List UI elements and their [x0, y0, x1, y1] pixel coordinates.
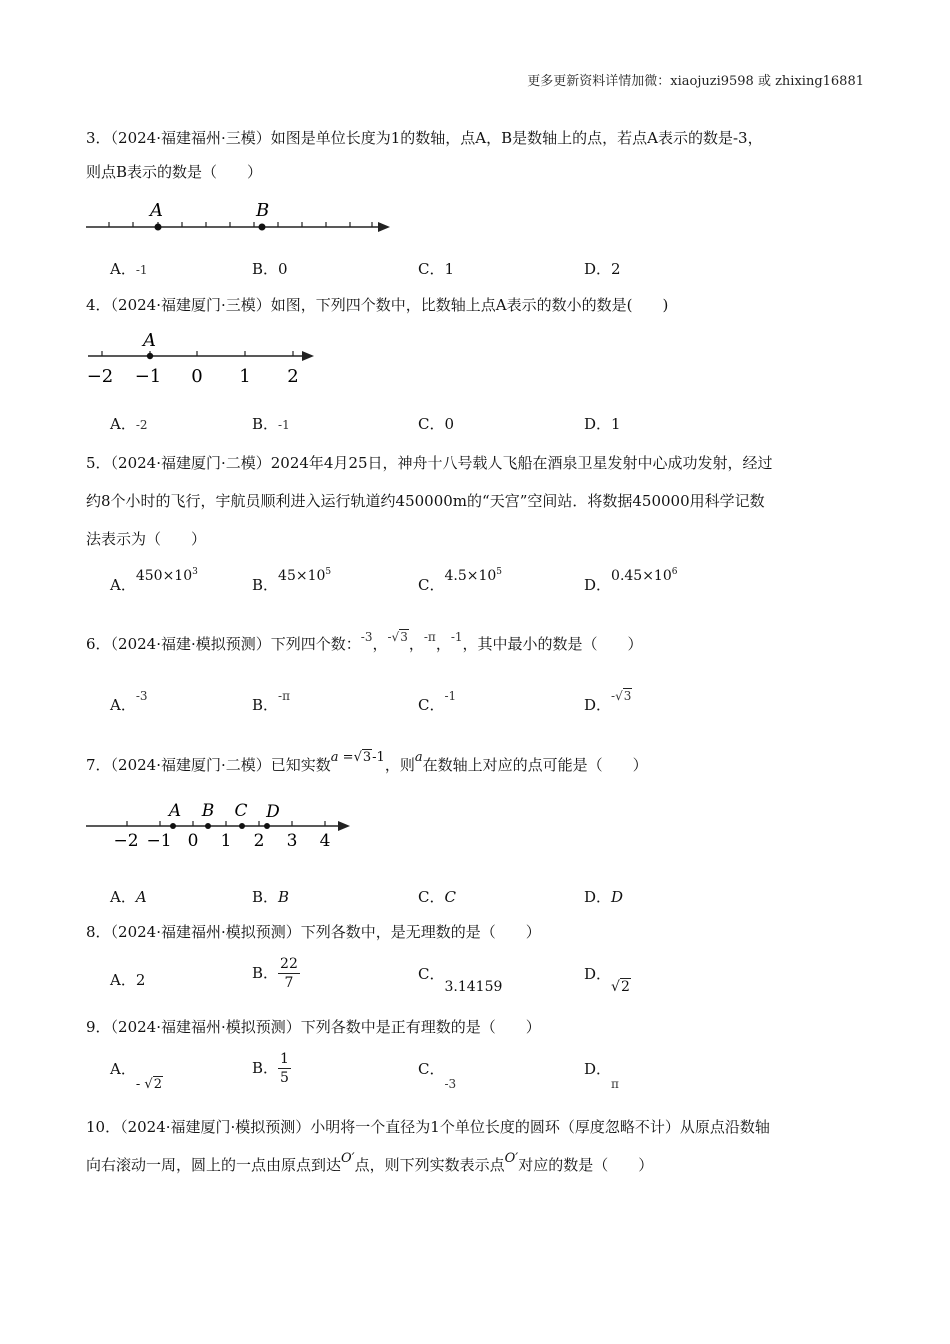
- point-b-dot: [205, 823, 211, 829]
- point-c-label: C: [234, 801, 248, 821]
- option-b[interactable]: B． $\frac{22}{7}$: [252, 956, 298, 991]
- option-d[interactable]: D．$_\pi$: [584, 1060, 619, 1091]
- tick-label: 3: [286, 831, 298, 851]
- option-d[interactable]: D．1: [584, 415, 621, 433]
- option-a[interactable]: A．-2: [110, 415, 148, 433]
- question-10-stem: [86, 1108, 866, 1186]
- option-a[interactable]: A．$450\times 10^3$: [110, 567, 198, 594]
- option-b[interactable]: B．-1: [252, 415, 290, 433]
- point-a-label: A: [150, 200, 163, 221]
- tick-label: −2: [113, 831, 139, 851]
- option-a[interactable]: A．-3: [110, 689, 148, 714]
- question-3-line1: 3．（2024·福建福州·三模）如图是单位长度为1的数轴，点A，B是数轴上的点，若点A表示的数是-3，: [86, 129, 763, 147]
- tick-label: 4: [319, 831, 331, 851]
- fraction: $\frac{1}{5}$: [280, 1051, 289, 1086]
- option-d[interactable]: D．$0.45\times 10^6$: [584, 567, 678, 594]
- question-10-line1: 10．（2024·福建厦门·模拟预测）小明将一个直径为1个单位长度的圆环（厚度忽略不计）从原点沿数轴: [86, 1118, 770, 1136]
- tick-label: 1: [220, 831, 232, 851]
- tick-label: 0: [187, 831, 199, 851]
- question-6-options: [110, 684, 850, 724]
- question-3-number-line: [84, 196, 394, 240]
- question-5-line3: 法表示为（ ）: [86, 530, 207, 548]
- option-b[interactable]: B． $\frac{1}{5}$: [252, 1051, 289, 1086]
- point-a-dot: [155, 224, 162, 231]
- option-d[interactable]: D．-√3: [584, 689, 632, 714]
- tick-label: −2: [86, 366, 114, 387]
- question-4-stem: 4．（2024·福建厦门·三模）如图，下列四个数中，比数轴上点A表示的数小的数是( ): [86, 296, 669, 314]
- question-5-stem: [86, 444, 856, 558]
- question-6-stem: 6．（2024·福建·模拟预测）下列四个数：$^{-3}$，$^{-√3}$，$^{-\pi}$，$^{-1}$，其中最小的数是（ ）: [86, 630, 643, 653]
- tick-label: −1: [134, 366, 162, 387]
- option-b[interactable]: B．B: [252, 888, 290, 906]
- point-a-label: A: [168, 801, 182, 821]
- option-c[interactable]: C．1: [418, 260, 455, 278]
- option-a[interactable]: A．- √2: [110, 1060, 162, 1092]
- question-4-number-line: [86, 328, 318, 390]
- option-c[interactable]: C．3.14159: [418, 965, 503, 995]
- tick-label: −1: [146, 831, 172, 851]
- question-8-stem: 8．（2024·福建福州·模拟预测）下列各数中，是无理数的是（ ）: [86, 923, 541, 941]
- question-7-number-line: [84, 796, 354, 854]
- question-5-line1: 5．（2024·福建厦门·二模）2024年4月25日，神舟十八号载人飞船在酒泉卫星发射中心成功发射，经过: [86, 454, 773, 472]
- option-c[interactable]: C．$4.5\times 10^5$: [418, 567, 503, 594]
- option-b[interactable]: B．-π: [252, 689, 290, 714]
- tick-label: 2: [253, 831, 265, 851]
- option-c[interactable]: C．0: [418, 415, 455, 433]
- option-c[interactable]: C．C: [418, 888, 456, 906]
- option-d[interactable]: D．D: [584, 888, 624, 906]
- point-b-label: B: [201, 801, 215, 821]
- question-9-stem: 9．（2024·福建福州·模拟预测）下列各数中是正有理数的是（ ）: [86, 1018, 541, 1036]
- question-9-options: [110, 1050, 850, 1098]
- tick-label: 1: [239, 366, 251, 387]
- tick-label: 0: [191, 366, 203, 387]
- page-header: 更多更新资料详情加微：xiaojuzi9598 或 zhixing16881: [527, 74, 864, 89]
- point-b-label: B: [256, 200, 270, 221]
- question-5-options: [110, 564, 850, 604]
- question-5-line2: 约8个小时的飞行，宇航员顺利进入运行轨道约450000m的“天宫”空间站．将数据450000用科学记数: [86, 492, 765, 510]
- question-3-line2: 则点B表示的数是（ ）: [86, 163, 263, 181]
- option-a[interactable]: A．-1: [110, 260, 148, 278]
- question-3-stem: [86, 121, 856, 189]
- question-10-line2: 向右滚动一周，圆上的一点由原点到达O′点，则下列实数表示点O′对应的数是（ ）: [86, 1151, 654, 1174]
- option-a[interactable]: A．2: [110, 971, 146, 989]
- point-a-label: A: [143, 330, 156, 351]
- point-a-dot: [170, 823, 176, 829]
- option-c[interactable]: C．$_{-3}$: [418, 1060, 457, 1091]
- option-b[interactable]: B．0: [252, 260, 288, 278]
- tick-label: 2: [287, 366, 299, 387]
- fraction: $\frac{22}{7}$: [280, 956, 298, 991]
- option-c[interactable]: C．-1: [418, 689, 457, 714]
- option-d[interactable]: D．√2: [584, 965, 630, 995]
- point-c-dot: [239, 823, 245, 829]
- question-8-options: [110, 955, 850, 1003]
- option-a[interactable]: A．A: [110, 888, 147, 906]
- question-7-stem: 7．（2024·福建厦门·二模）已知实数a =√3-1，则a在数轴上对应的点可能是（ ）: [86, 750, 648, 774]
- point-a-dot: [147, 353, 153, 359]
- option-b[interactable]: B．$45\times 10^5$: [252, 567, 332, 594]
- point-d-label: D: [266, 802, 280, 822]
- option-d[interactable]: D．2: [584, 260, 621, 278]
- point-b-dot: [259, 224, 266, 231]
- point-d-dot: [264, 823, 270, 829]
